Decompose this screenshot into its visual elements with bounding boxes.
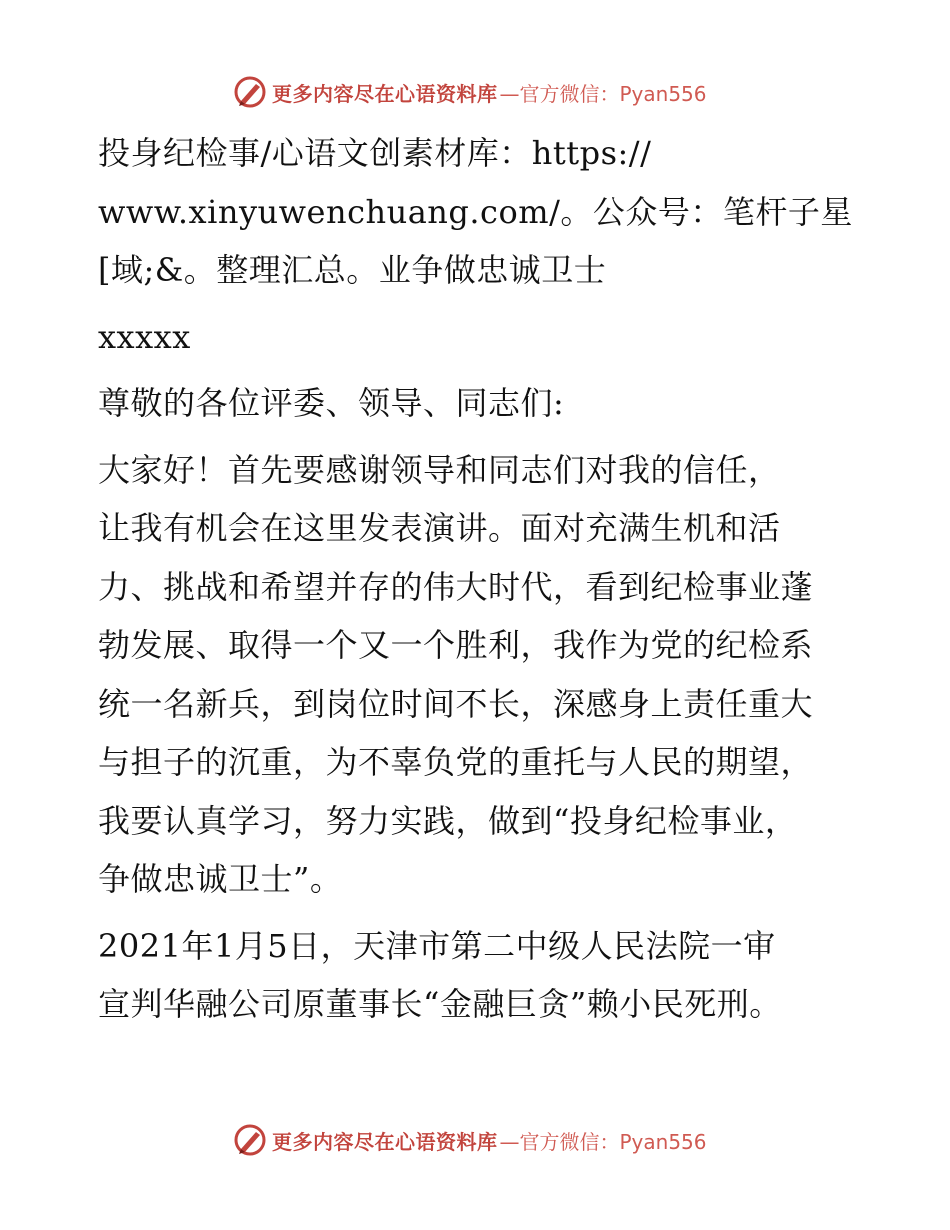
header-watermark-banner — [232, 72, 707, 112]
pen-logo-icon — [232, 74, 268, 110]
paragraph-greeting: 大家好！首先要感谢领导和同志们对我的信任， 让我有机会在这里发表演讲。面对充满生机和活 力、挑战和希望并存的伟大时代，看到纪检事业蓬 勃发展、取得一个又一个胜利，我作为党的纪检系 统一名新兵，到岗位时间不长，深感身上责任重大 与担子的沉重，为不辜负党的重托与人民的期望， 我要认真学习，努力实践，做到“投身纪检事业， 争做忠诚卫士”。 — [98, 450, 814, 898]
banner-main-text: 更多内容尽在心语资料库 — [272, 81, 498, 106]
paragraph-salutation: 尊敬的各位评委、领导、同志们: — [98, 384, 565, 422]
paragraph-source-note: 投身纪检事/心语文创素材库：https:// www.xinyuwenchuang.com/。公众号：笔杆子星 [域;&。整理汇总。业争做忠诚卫士 — [98, 134, 853, 289]
pen-logo-icon — [232, 1122, 268, 1158]
banner-main-text: 更多内容尽在心语资料库 — [272, 1129, 498, 1154]
footer-watermark-banner — [232, 1120, 707, 1160]
banner-wechat-text: —官方微信：Pyan556 — [499, 1129, 707, 1154]
document-body — [98, 124, 858, 1042]
banner-wechat-text: —官方微信：Pyan556 — [499, 81, 707, 106]
paragraph-case: 2021年1月5日，天津市第二中级人民法院一审 宣判华融公司原董事长“金融巨贪”赖小民死刑。 — [98, 926, 782, 1023]
paragraph-author: xxxxx — [98, 317, 191, 356]
